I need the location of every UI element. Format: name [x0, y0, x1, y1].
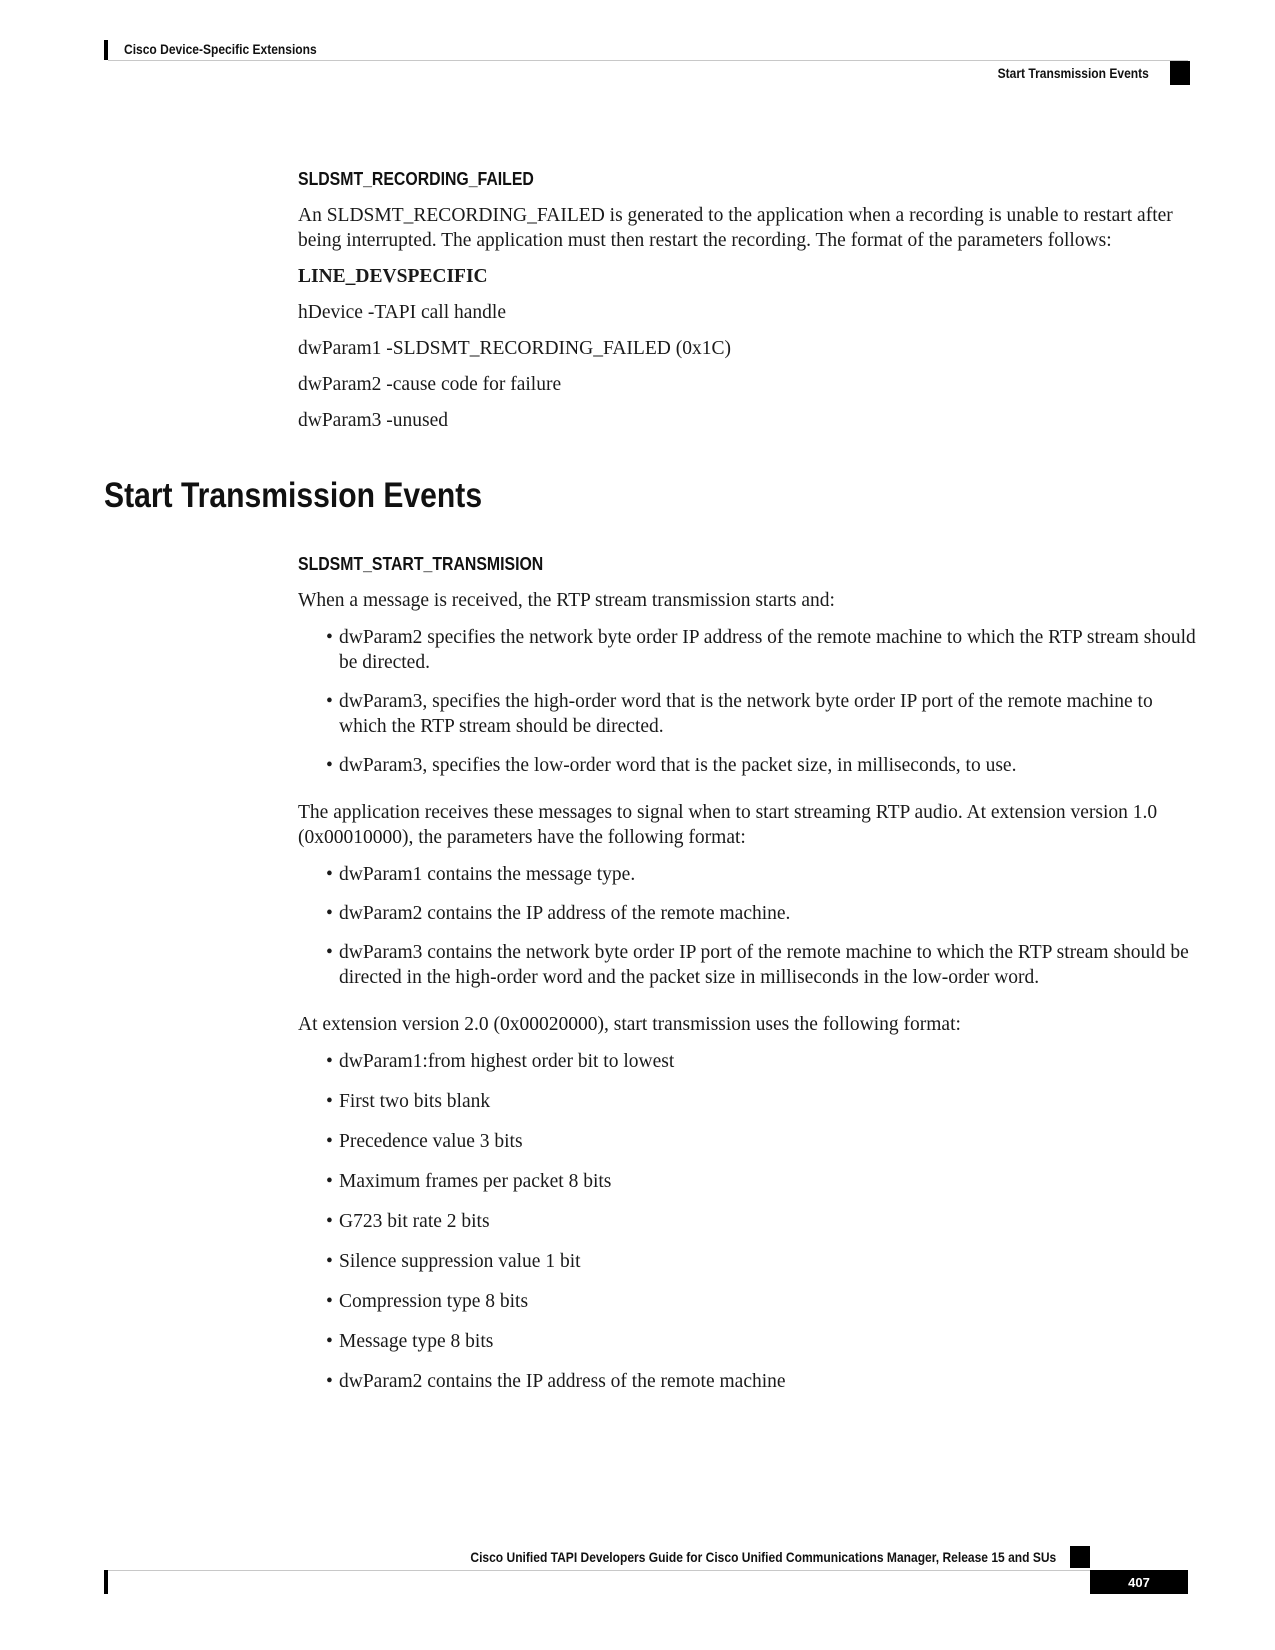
header-right-block: [1170, 61, 1190, 85]
list-item: • G723 bit rate 2 bits: [298, 1209, 1203, 1234]
list-item: • dwParam1:from highest order bit to lowest: [298, 1049, 1203, 1074]
header-rule: [108, 60, 1188, 61]
list-item: • dwParam3 contains the network byte order IP port of the remote machine to which the RTP stream should be directed in the high-order word and the packet size in milliseconds in the low-order word.: [298, 940, 1203, 990]
version-2-paragraph: At extension version 2.0 (0x00020000), start transmission uses the following format:: [298, 1014, 961, 1035]
bullet-list-3: [298, 1049, 1203, 1394]
bullet-list-2: [298, 862, 1203, 990]
footer-left-bar: [104, 1570, 108, 1594]
list-item: • dwParam2 contains the IP address of the remote machine.: [298, 901, 1203, 926]
list-item: • Silence suppression value 1 bit: [298, 1249, 1203, 1274]
footer-rule: [108, 1570, 1188, 1571]
version-1-paragraph: The application receives these messages to signal when to start streaming RTP audio. At extension version 1.0 (0x00010000), the parameters have the following format:: [298, 802, 1158, 848]
page-number: 407: [1090, 1570, 1188, 1594]
recording-failed-block: [298, 167, 1203, 433]
bullet-list-1: [298, 625, 1203, 778]
list-item: • dwParam1 contains the message type.: [298, 862, 1203, 887]
list-item: • dwParam3, specifies the low-order word that is the packet size, in milliseconds, to use.: [298, 753, 1203, 778]
start-transmission-block: [298, 552, 1203, 1394]
list-item: • Compression type 8 bits: [298, 1289, 1203, 1314]
section-title: Start Transmission Events: [104, 476, 483, 515]
footer-block: [1070, 1546, 1090, 1568]
header-chapter-title: Cisco Device-Specific Extensions: [124, 41, 317, 57]
list-item: • Message type 8 bits: [298, 1329, 1203, 1354]
start-transmission-heading: SLDSMT_START_TRANSMISION: [298, 554, 544, 574]
header-left-bar: [104, 40, 108, 60]
recording-failed-heading: SLDSMT_RECORDING_FAILED: [298, 169, 534, 189]
footer-guide-title: Cisco Unified TAPI Developers Guide for Cisco Unified Communications Manager, Release 15 and SUs: [470, 1549, 1056, 1565]
param-dwparam2: dwParam2 -cause code for failure: [298, 374, 562, 395]
list-item: • dwParam3, specifies the high-order word that is the network byte order IP port of the remote machine to which the RTP stream should be directed.: [298, 689, 1203, 739]
param-dwparam3: dwParam3 -unused: [298, 410, 449, 431]
param-dwparam1: dwParam1 -SLDSMT_RECORDING_FAILED (0x1C): [298, 338, 731, 359]
param-hdevice: hDevice -TAPI call handle: [298, 302, 506, 323]
header-section-title: Start Transmission Events: [997, 65, 1149, 81]
message-type-label: LINE_DEVSPECIFIC: [298, 266, 488, 287]
recording-failed-intro: An SLDSMT_RECORDING_FAILED is generated to the application when a recording is unable to restart after being interrupted. The application must then restart the recording. The format of the parameters follows:: [298, 205, 1173, 251]
list-item: • First two bits blank: [298, 1089, 1203, 1114]
list-item: • dwParam2 specifies the network byte order IP address of the remote machine to which the RTP stream should be directed.: [298, 625, 1203, 675]
list-item: • Precedence value 3 bits: [298, 1129, 1203, 1154]
list-item: • dwParam2 contains the IP address of the remote machine: [298, 1369, 1203, 1394]
start-transmission-intro: When a message is received, the RTP stream transmission starts and:: [298, 590, 835, 611]
list-item: • Maximum frames per packet 8 bits: [298, 1169, 1203, 1194]
